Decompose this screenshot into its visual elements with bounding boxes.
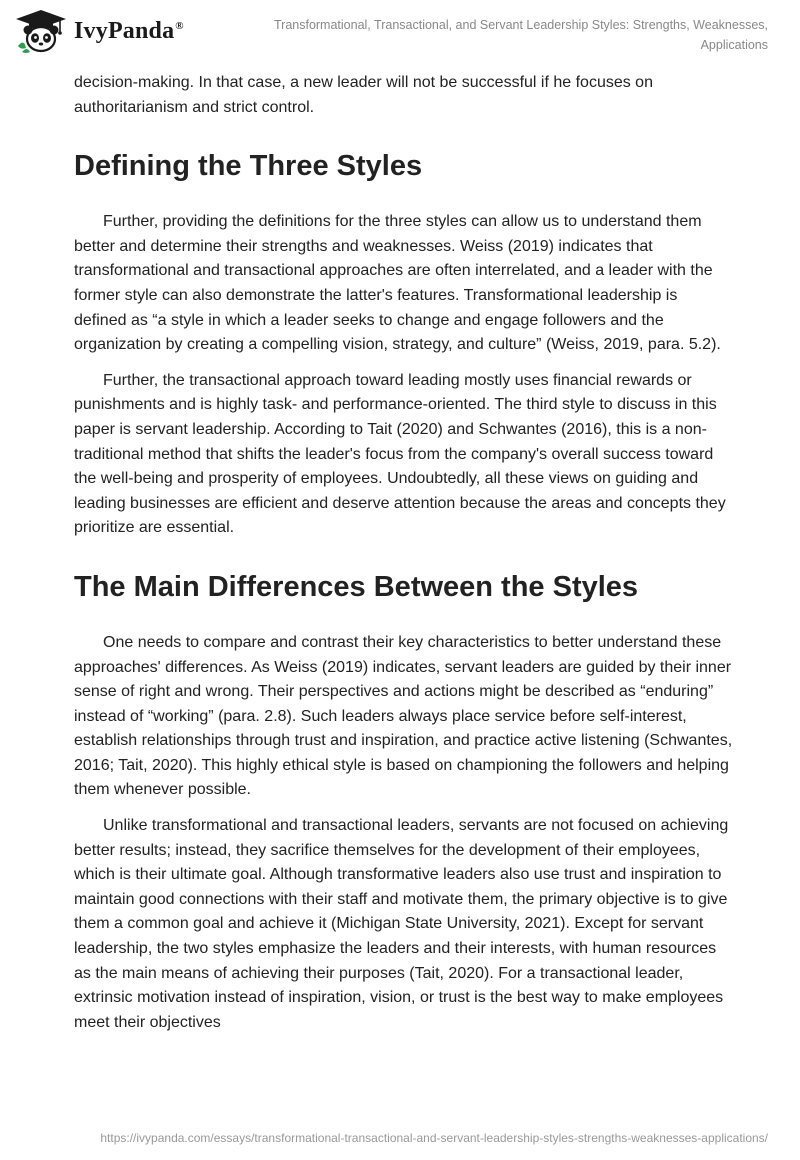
paragraph: Further, providing the definitions for the three styles can allow us to understand them better and determine their strengths and weaknesses. Weiss (2019) indicates that transformational and transactional approaches are often interrelated, and a leader with the former style can also demonstrate the latter's features. Transformational leadership is defined as “a style in which a leader seeks to change and engage followers and the organization by creating a compelling vision, strategy, and culture” (Weiss, 2019, para. 5.2).: [74, 213, 721, 354]
logo-wordmark: [74, 18, 184, 45]
logo-text: IvyPanda: [74, 17, 175, 44]
registered-mark: ®: [175, 19, 184, 32]
paragraph-gap: [74, 803, 734, 814]
paragraph: Unlike transformational and transactional leaders, servants are not focused on achieving better results; instead, they sacrifice themselves for the development of their employees, which is their ultimate goal. Although transformative leaders also use trust and inspiration to maintain good connections with their staff and motivate them, the primary objective is to give them a common goal and achieve it (Michigan State University, 2021). Except for servant leadership, the two styles emphasize the leaders and their interests, with human resources as the main means of achieving their purposes (Tait, 2020). For a transactional leader, extrinsic motivation instead of inspiration, vision, or trust is the best way to make employees meet their objectives: [74, 817, 729, 1031]
source-url[interactable]: https://ivypanda.com/essays/transformational-transactional-and-servant-leadership-styles-strengths-weaknesses-applications/: [100, 1131, 768, 1145]
page-header: [0, 0, 800, 62]
paragraph: Further, the transactional approach toward leading mostly uses financial rewards or punishments and is highly task- and performance-oriented. The third style to discuss in this paper is servant leadership. According to Tait (2020) and Schwantes (2016), this is a non-traditional method that shifts the leader's focus from the company's overall success toward the well-being and prosperity of employees. Undoubtedly, all these views on guiding and leading businesses are efficient and deserve attention because the areas and concepts they prioritize are essential.: [74, 371, 726, 537]
essay-body: [74, 71, 734, 1035]
ivypanda-logo[interactable]: [14, 8, 184, 54]
panda-graduate-icon: [14, 8, 68, 54]
document-title: Transformational, Transactional, and Servant Leadership Styles: Strengths, Weaknesses, Applications: [273, 18, 768, 52]
intro-paragraph: decision-making. In that case, a new leader will not be successful if he focuses on authoritarianism and strict control.: [74, 74, 653, 116]
section-heading-defining-styles: Defining the Three Styles: [74, 150, 423, 183]
section-heading-main-differences: The Main Differences Between the Styles: [74, 570, 639, 603]
paragraph-gap: [74, 358, 734, 369]
paragraph: One needs to compare and contrast their key characteristics to better understand these approaches' differences. As Weiss (2019) indicates, servant leaders are guided by their inner sense of right and wrong. Their perspectives and actions might be described as “enduring” instead of “working” (para. 2.8). Such leaders always place service before self-interest, establish relationships through trust and inspiration, and practice active listening (Schwantes, 2016; Tait, 2020). This highly ethical style is based on championing the followers and helping them whenever possible.: [74, 633, 733, 799]
